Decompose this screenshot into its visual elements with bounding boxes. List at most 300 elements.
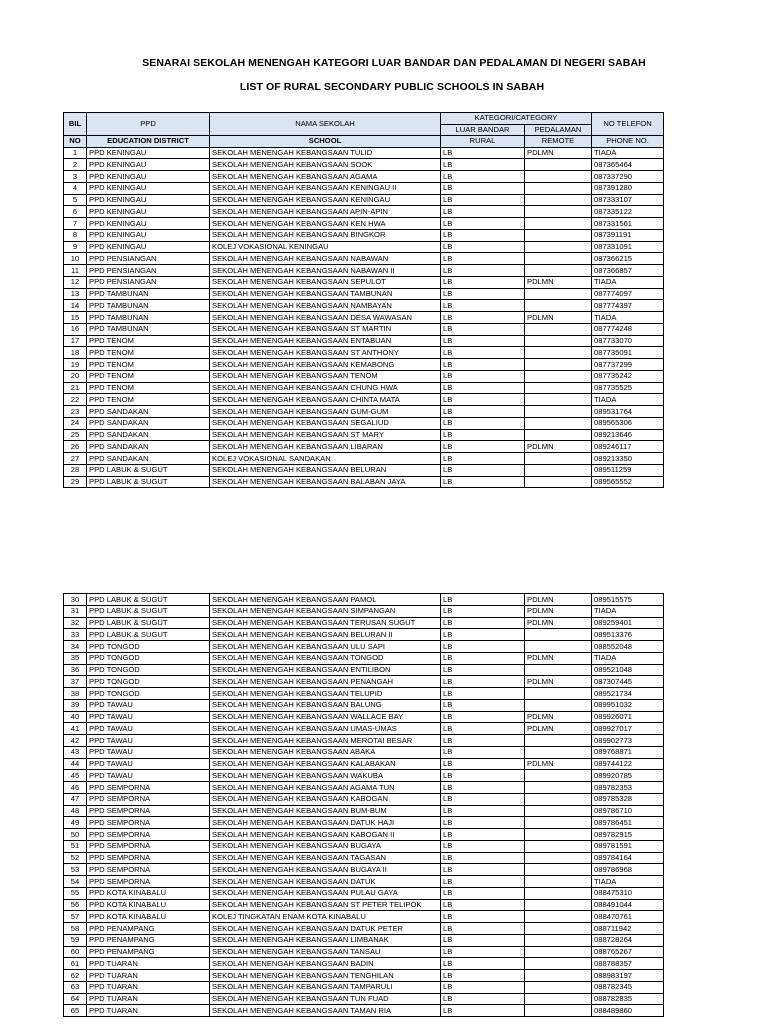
cell-rural: LB <box>441 382 525 394</box>
cell-phone: TIADA <box>592 276 664 288</box>
cell-school: SEKOLAH MENENGAH KEBANGSAAN BUGAYA II <box>210 864 441 876</box>
cell-no: 57 <box>64 911 87 923</box>
cell-district: PPD LABUK & SUGUT <box>87 605 210 617</box>
cell-remote: PDLMN <box>525 441 592 453</box>
table-row <box>64 617 664 629</box>
table-row <box>64 335 664 347</box>
cell-no: 6 <box>64 206 87 218</box>
cell-no: 41 <box>64 723 87 735</box>
table-row <box>64 688 664 700</box>
cell-district: PPD TAMBUNAN <box>87 323 210 335</box>
table-row <box>64 182 664 194</box>
cell-district: PPD SANDAKAN <box>87 406 210 418</box>
table-row <box>64 946 664 958</box>
cell-remote <box>525 429 592 441</box>
cell-remote <box>525 793 592 805</box>
table-row <box>64 382 664 394</box>
cell-school: SEKOLAH MENENGAH KEBANGSAAN NABAWAN II <box>210 265 441 277</box>
cell-no: 40 <box>64 711 87 723</box>
cell-school: SEKOLAH MENENGAH KEBANGSAAN DATUK HAJI <box>210 817 441 829</box>
cell-school: SEKOLAH MENENGAH KEBANGSAAN ENTABUAN <box>210 335 441 347</box>
cell-phone: 089515575 <box>592 594 664 606</box>
cell-remote <box>525 688 592 700</box>
cell-district: PPD TUARAN <box>87 993 210 1005</box>
table-row <box>64 441 664 453</box>
table-row <box>64 218 664 230</box>
cell-no: 22 <box>64 394 87 406</box>
cell-phone: 088711942 <box>592 923 664 935</box>
cell-school: SEKOLAH MENENGAH KEBANGSAAN PENANGAH <box>210 676 441 688</box>
cell-no: 9 <box>64 241 87 253</box>
table-row <box>64 840 664 852</box>
cell-rural: LB <box>441 241 525 253</box>
cell-remote <box>525 453 592 465</box>
cell-rural: LB <box>441 770 525 782</box>
cell-rural: LB <box>441 312 525 324</box>
cell-rural: LB <box>441 934 525 946</box>
table-row <box>64 817 664 829</box>
cell-phone: 087366215 <box>592 253 664 265</box>
cell-no: 51 <box>64 840 87 852</box>
cell-no: 61 <box>64 958 87 970</box>
cell-remote <box>525 347 592 359</box>
cell-no: 37 <box>64 676 87 688</box>
cell-no: 15 <box>64 312 87 324</box>
cell-school: SEKOLAH MENENGAH KEBANGSAAN CHINTA MATA <box>210 394 441 406</box>
col-header-kategori: KATEGORI/CATEGORY <box>441 113 592 125</box>
cell-district: PPD KENINGAU <box>87 218 210 230</box>
cell-rural: LB <box>441 688 525 700</box>
cell-remote <box>525 735 592 747</box>
cell-remote: PDLMN <box>525 676 592 688</box>
cell-remote <box>525 993 592 1005</box>
cell-phone: 089786968 <box>592 864 664 876</box>
cell-district: PPD KENINGAU <box>87 159 210 171</box>
cell-no: 23 <box>64 406 87 418</box>
cell-phone: 089926071 <box>592 711 664 723</box>
cell-rural: LB <box>441 476 525 488</box>
cell-rural: LB <box>441 594 525 606</box>
table-row <box>64 429 664 441</box>
table-row <box>64 265 664 277</box>
cell-remote <box>525 629 592 641</box>
cell-rural: LB <box>441 923 525 935</box>
cell-district: PPD LABUK & SUGUT <box>87 476 210 488</box>
cell-district: PPD LABUK & SUGUT <box>87 464 210 476</box>
cell-no: 10 <box>64 253 87 265</box>
cell-no: 36 <box>64 664 87 676</box>
table-row <box>64 676 664 688</box>
cell-district: PPD TAWAU <box>87 770 210 782</box>
table-row <box>64 758 664 770</box>
cell-remote <box>525 946 592 958</box>
cell-school: SEKOLAH MENENGAH KEBANGSAAN ST MARY <box>210 429 441 441</box>
cell-district: PPD PENAMPANG <box>87 923 210 935</box>
cell-remote <box>525 911 592 923</box>
table-row <box>64 958 664 970</box>
cell-phone: 088470761 <box>592 911 664 923</box>
cell-phone: 089786710 <box>592 805 664 817</box>
cell-remote <box>525 817 592 829</box>
cell-district: PPD KENINGAU <box>87 206 210 218</box>
cell-school: SEKOLAH MENENGAH KEBANGSAAN BUM-BUM <box>210 805 441 817</box>
cell-rural: LB <box>441 829 525 841</box>
cell-rural: LB <box>441 911 525 923</box>
cell-rural: LB <box>441 617 525 629</box>
table-row <box>64 664 664 676</box>
col-header-nama-sekolah: NAMA SEKOLAH <box>210 113 441 136</box>
cell-rural: LB <box>441 182 525 194</box>
cell-district: PPD KENINGAU <box>87 182 210 194</box>
cell-no: 1 <box>64 147 87 159</box>
cell-school: SEKOLAH MENENGAH KEBANGSAAN TENGHILAN <box>210 970 441 982</box>
cell-remote <box>525 218 592 230</box>
cell-district: PPD TENOM <box>87 359 210 371</box>
cell-district: PPD KENINGAU <box>87 229 210 241</box>
cell-rural: LB <box>441 464 525 476</box>
cell-phone: 087331091 <box>592 241 664 253</box>
cell-remote <box>525 335 592 347</box>
cell-school: SEKOLAH MENENGAH KEBANGSAAN SEGALIUD <box>210 417 441 429</box>
cell-rural: LB <box>441 300 525 312</box>
cell-district: PPD TUARAN <box>87 1005 210 1017</box>
cell-school: SEKOLAH MENENGAH KEBANGSAAN TUN FUAD <box>210 993 441 1005</box>
cell-phone: 089521048 <box>592 664 664 676</box>
cell-no: 43 <box>64 746 87 758</box>
cell-district: PPD LABUK & SUGUT <box>87 629 210 641</box>
table-row <box>64 923 664 935</box>
table-row <box>64 629 664 641</box>
cell-no: 16 <box>64 323 87 335</box>
table-row <box>64 312 664 324</box>
cell-district: PPD SEMPORNA <box>87 817 210 829</box>
cell-no: 21 <box>64 382 87 394</box>
cell-rural: LB <box>441 171 525 183</box>
cell-district: PPD KOTA KINABALU <box>87 887 210 899</box>
cell-phone: 088983197 <box>592 970 664 982</box>
cell-remote <box>525 887 592 899</box>
cell-rural: LB <box>441 993 525 1005</box>
cell-district: PPD TUARAN <box>87 958 210 970</box>
cell-school: KOLEJ VOKASIONAL SANDAKAN <box>210 453 441 465</box>
cell-phone: 087331561 <box>592 218 664 230</box>
cell-remote: PDLMN <box>525 652 592 664</box>
cell-rural: LB <box>441 265 525 277</box>
cell-remote <box>525 840 592 852</box>
table-row <box>64 711 664 723</box>
cell-rural: LB <box>441 429 525 441</box>
cell-rural: LB <box>441 359 525 371</box>
cell-remote <box>525 288 592 300</box>
col-header-no: NO <box>64 136 87 148</box>
cell-no: 64 <box>64 993 87 1005</box>
cell-remote <box>525 323 592 335</box>
cell-remote: PDLMN <box>525 711 592 723</box>
cell-phone: 089246117 <box>592 441 664 453</box>
cell-rural: LB <box>441 629 525 641</box>
cell-rural: LB <box>441 723 525 735</box>
cell-no: 34 <box>64 641 87 653</box>
cell-district: PPD SEMPORNA <box>87 805 210 817</box>
cell-remote <box>525 241 592 253</box>
cell-school: SEKOLAH MENENGAH KEBANGSAAN BELURAN <box>210 464 441 476</box>
cell-remote <box>525 852 592 864</box>
cell-no: 48 <box>64 805 87 817</box>
cell-phone: 088765267 <box>592 946 664 958</box>
cell-district: PPD TAWAU <box>87 746 210 758</box>
cell-remote: PDLMN <box>525 723 592 735</box>
cell-phone: 087774397 <box>592 300 664 312</box>
cell-district: PPD KENINGAU <box>87 241 210 253</box>
table-row <box>64 970 664 982</box>
cell-phone: 087774248 <box>592 323 664 335</box>
cell-rural: LB <box>441 735 525 747</box>
cell-phone: 087733070 <box>592 335 664 347</box>
cell-remote: PDLMN <box>525 617 592 629</box>
cell-rural: LB <box>441 711 525 723</box>
cell-remote <box>525 417 592 429</box>
cell-school: SEKOLAH MENENGAH KEBANGSAAN SOOK <box>210 159 441 171</box>
cell-phone: TIADA <box>592 605 664 617</box>
cell-district: PPD KENINGAU <box>87 147 210 159</box>
cell-remote: PDLMN <box>525 276 592 288</box>
cell-district: PPD SANDAKAN <box>87 441 210 453</box>
cell-school: SEKOLAH MENENGAH KEBANGSAAN AGAMA <box>210 171 441 183</box>
cell-school: SEKOLAH MENENGAH KEBANGSAAN SIMPANGAN <box>210 605 441 617</box>
cell-rural: LB <box>441 758 525 770</box>
table-row <box>64 911 664 923</box>
cell-school: SEKOLAH MENENGAH KEBANGSAAN BALUNG <box>210 699 441 711</box>
cell-remote <box>525 253 592 265</box>
col-header-school: SCHOOL <box>210 136 441 148</box>
cell-no: 19 <box>64 359 87 371</box>
table-row <box>64 417 664 429</box>
cell-remote <box>525 229 592 241</box>
cell-phone: 088491044 <box>592 899 664 911</box>
cell-rural: LB <box>441 664 525 676</box>
cell-no: 5 <box>64 194 87 206</box>
cell-district: PPD KENINGAU <box>87 194 210 206</box>
cell-rural: LB <box>441 641 525 653</box>
cell-school: KOLEJ VOKASIONAL KENINGAU <box>210 241 441 253</box>
cell-school: SEKOLAH MENENGAH KEBANGSAAN BINGKOR <box>210 229 441 241</box>
cell-phone: 087737299 <box>592 359 664 371</box>
cell-school: SEKOLAH MENENGAH KEBANGSAAN KENINGAU II <box>210 182 441 194</box>
cell-school: SEKOLAH MENENGAH KEBANGSAAN BADIN <box>210 958 441 970</box>
cell-rural: LB <box>441 805 525 817</box>
cell-rural: LB <box>441 746 525 758</box>
cell-school: SEKOLAH MENENGAH KEBANGSAAN PULAU GAYA <box>210 887 441 899</box>
cell-phone: 089565306 <box>592 417 664 429</box>
cell-district: PPD PENSIANGAN <box>87 265 210 277</box>
table-row <box>64 699 664 711</box>
cell-no: 8 <box>64 229 87 241</box>
table-row <box>64 288 664 300</box>
cell-remote <box>525 829 592 841</box>
cell-remote: PDLMN <box>525 605 592 617</box>
cell-rural: LB <box>441 699 525 711</box>
cell-phone: 088552048 <box>592 641 664 653</box>
schools-table-page-1 <box>63 112 664 488</box>
cell-no: 55 <box>64 887 87 899</box>
cell-school: SEKOLAH MENENGAH KEBANGSAAN WAKUBA <box>210 770 441 782</box>
cell-rural: LB <box>441 441 525 453</box>
table-row <box>64 746 664 758</box>
cell-district: PPD TENOM <box>87 394 210 406</box>
cell-no: 53 <box>64 864 87 876</box>
cell-phone: TIADA <box>592 394 664 406</box>
table-row <box>64 159 664 171</box>
cell-school: SEKOLAH MENENGAH KEBANGSAAN BUGAYA <box>210 840 441 852</box>
cell-district: PPD TENOM <box>87 335 210 347</box>
cell-school: SEKOLAH MENENGAH KEBANGSAAN ST MARTIN <box>210 323 441 335</box>
cell-no: 65 <box>64 1005 87 1017</box>
cell-school: SEKOLAH MENENGAH KEBANGSAAN APIN-APIN <box>210 206 441 218</box>
cell-rural: LB <box>441 958 525 970</box>
cell-district: PPD TAWAU <box>87 735 210 747</box>
cell-rural: LB <box>441 147 525 159</box>
cell-remote: PDLMN <box>525 312 592 324</box>
cell-no: 4 <box>64 182 87 194</box>
cell-no: 26 <box>64 441 87 453</box>
cell-remote <box>525 876 592 888</box>
cell-phone: 088475310 <box>592 887 664 899</box>
cell-rural: LB <box>441 206 525 218</box>
table-row <box>64 359 664 371</box>
cell-no: 28 <box>64 464 87 476</box>
cell-remote <box>525 406 592 418</box>
cell-rural: LB <box>441 159 525 171</box>
table-row <box>64 652 664 664</box>
cell-rural: LB <box>441 394 525 406</box>
cell-rural: LB <box>441 793 525 805</box>
cell-district: PPD LABUK & SUGUT <box>87 594 210 606</box>
document-title-malay: SENARAI SEKOLAH MENENGAH KATEGORI LUAR BANDAR DAN PEDALAMAN DI NEGERI SABAH <box>142 57 646 69</box>
cell-no: 11 <box>64 265 87 277</box>
cell-phone: 089521734 <box>592 688 664 700</box>
cell-school: SEKOLAH MENENGAH KEBANGSAAN KEMABONG <box>210 359 441 371</box>
col-header-ppd: PPD <box>87 113 210 136</box>
cell-no: 52 <box>64 852 87 864</box>
cell-rural: LB <box>441 852 525 864</box>
cell-district: PPD SEMPORNA <box>87 793 210 805</box>
cell-rural: LB <box>441 276 525 288</box>
cell-rural: LB <box>441 676 525 688</box>
cell-rural: LB <box>441 981 525 993</box>
cell-phone: 087366857 <box>592 265 664 277</box>
cell-school: SEKOLAH MENENGAH KEBANGSAAN TANSAU <box>210 946 441 958</box>
table-row <box>64 993 664 1005</box>
cell-district: PPD TENOM <box>87 370 210 382</box>
col-header-no-telefon: NO TELEFON <box>592 113 664 136</box>
cell-district: PPD TENOM <box>87 382 210 394</box>
table-row <box>64 229 664 241</box>
cell-school: SEKOLAH MENENGAH KEBANGSAAN ULU SAPI <box>210 641 441 653</box>
cell-remote <box>525 970 592 982</box>
cell-school: SEKOLAH MENENGAH KEBANGSAAN KEN HWA <box>210 218 441 230</box>
cell-district: PPD TENOM <box>87 347 210 359</box>
cell-school: SEKOLAH MENENGAH KEBANGSAAN AGAMA TUN <box>210 782 441 794</box>
cell-rural: LB <box>441 218 525 230</box>
cell-no: 14 <box>64 300 87 312</box>
cell-remote <box>525 864 592 876</box>
table-row <box>64 793 664 805</box>
cell-no: 45 <box>64 770 87 782</box>
cell-district: PPD PENAMPANG <box>87 934 210 946</box>
cell-school: SEKOLAH MENENGAH KEBANGSAAN ST PETER TELIPOK <box>210 899 441 911</box>
cell-phone: 089531764 <box>592 406 664 418</box>
cell-remote <box>525 171 592 183</box>
cell-remote <box>525 159 592 171</box>
cell-no: 59 <box>64 934 87 946</box>
cell-remote <box>525 958 592 970</box>
cell-school: SEKOLAH MENENGAH KEBANGSAAN UMAS-UMAS <box>210 723 441 735</box>
table-row <box>64 206 664 218</box>
cell-rural: LB <box>441 335 525 347</box>
cell-remote <box>525 981 592 993</box>
cell-rural: LB <box>441 406 525 418</box>
table-row <box>64 770 664 782</box>
cell-phone: 087735525 <box>592 382 664 394</box>
cell-phone: 087391191 <box>592 229 664 241</box>
cell-district: PPD TONGOD <box>87 688 210 700</box>
cell-remote <box>525 782 592 794</box>
cell-school: SEKOLAH MENENGAH KEBANGSAAN KABOGAN II <box>210 829 441 841</box>
cell-remote: PDLMN <box>525 147 592 159</box>
cell-rural: LB <box>441 370 525 382</box>
cell-remote <box>525 394 592 406</box>
table-row <box>64 171 664 183</box>
cell-school: SEKOLAH MENENGAH KEBANGSAAN KALABAKAN <box>210 758 441 770</box>
cell-remote <box>525 265 592 277</box>
cell-no: 56 <box>64 899 87 911</box>
cell-no: 38 <box>64 688 87 700</box>
cell-school: SEKOLAH MENENGAH KEBANGSAAN TAGASAN <box>210 852 441 864</box>
cell-no: 63 <box>64 981 87 993</box>
cell-rural: LB <box>441 946 525 958</box>
cell-school: SEKOLAH MENENGAH KEBANGSAAN TELUPID <box>210 688 441 700</box>
cell-remote <box>525 923 592 935</box>
cell-phone: 089781591 <box>592 840 664 852</box>
cell-school: SEKOLAH MENENGAH KEBANGSAAN SEPULOT <box>210 276 441 288</box>
col-header-remote: REMOTE <box>525 136 592 148</box>
cell-no: 35 <box>64 652 87 664</box>
cell-district: PPD SEMPORNA <box>87 782 210 794</box>
cell-phone: 089785328 <box>592 793 664 805</box>
cell-phone: 087391280 <box>592 182 664 194</box>
cell-school: SEKOLAH MENENGAH KEBANGSAAN TULID <box>210 147 441 159</box>
table-row <box>64 735 664 747</box>
cell-rural: LB <box>441 1005 525 1017</box>
table-row <box>64 981 664 993</box>
cell-district: PPD SEMPORNA <box>87 864 210 876</box>
cell-no: 27 <box>64 453 87 465</box>
table-row <box>64 934 664 946</box>
cell-remote <box>525 641 592 653</box>
cell-rural: LB <box>441 817 525 829</box>
cell-no: 46 <box>64 782 87 794</box>
cell-rural: LB <box>441 347 525 359</box>
cell-phone: 088489860 <box>592 1005 664 1017</box>
cell-phone: 087735242 <box>592 370 664 382</box>
table-row <box>64 147 664 159</box>
cell-rural: LB <box>441 887 525 899</box>
cell-school: SEKOLAH MENENGAH KEBANGSAAN TERUSAN SUGUT <box>210 617 441 629</box>
cell-district: PPD LABUK & SUGUT <box>87 617 210 629</box>
table-row <box>64 876 664 888</box>
table-row <box>64 641 664 653</box>
cell-district: PPD TONGOD <box>87 676 210 688</box>
